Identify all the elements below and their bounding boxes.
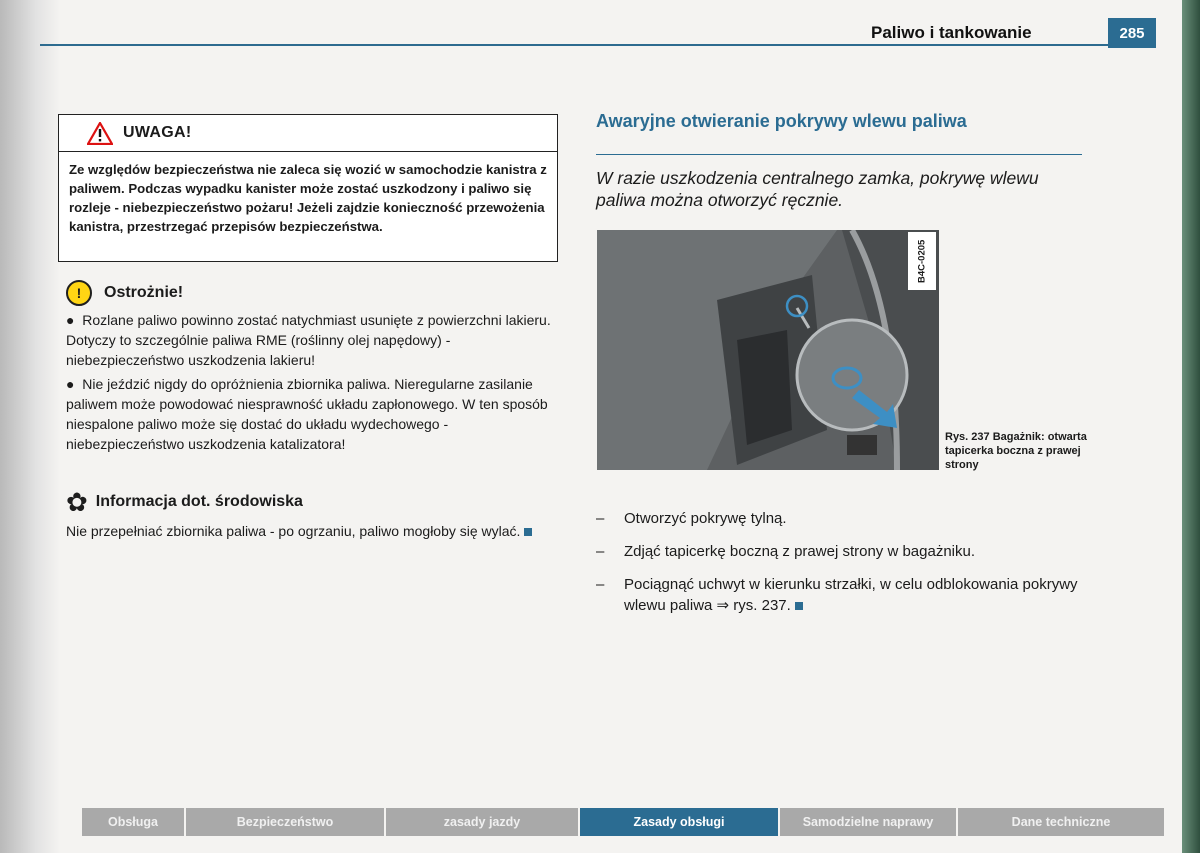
step-item: – Otworzyć pokrywę tylną. — [596, 510, 787, 527]
warning-title: UWAGA! — [123, 124, 192, 141]
environment-title: Informacja dot. środowiska — [95, 493, 303, 510]
end-marker-icon — [795, 602, 803, 610]
page-edge-tab — [1182, 0, 1200, 853]
header-rule — [40, 44, 1140, 46]
section-intro: W razie uszkodzenia centralnego zamka, pokrywę wlewu paliwa można otworzyć ręcznie. — [596, 168, 1039, 210]
environment-header — [66, 487, 303, 517]
figure-code: B4C-0205 — [908, 232, 936, 290]
page-header-title: Paliwo i tankowanie — [871, 23, 1032, 42]
environment-text: Nie przepełniać zbiornika paliwa - po ogrzaniu, paliwo mogłoby się wylać. — [66, 521, 560, 541]
caution-item: ● Rozlane paliwo powinno zostać natychmiast usunięte z powierzchni lakieru. Dotyczy to szczególnie paliwa RME (roślinny olej napędowy) - niebezpieczeństwo uszkodzenia lakieru! — [66, 312, 551, 368]
tab-zasady-jazdy[interactable]: zasady jazdy — [386, 808, 580, 836]
trunk-figure — [597, 230, 939, 470]
tab-dane-techniczne[interactable]: Dane techniczne — [958, 808, 1166, 836]
warning-triangle-icon — [87, 122, 113, 145]
caution-icon: ! — [66, 280, 92, 306]
section-title: Awaryjne otwieranie pokrywy wlewu paliwa — [596, 111, 967, 131]
caution-title: Ostrożnie! — [104, 284, 184, 301]
page-binding-shadow — [0, 0, 60, 853]
tab-samodzielne-naprawy[interactable]: Samodzielne naprawy — [780, 808, 958, 836]
environment-flower-icon: ✿ — [66, 487, 88, 517]
step-item: – Pociągnąć uchwyt w kierunku strzałki, w celu odblokowania pokrywy wlewu paliwa ⇒ rys. 237. — [596, 576, 1078, 614]
figure-caption: Rys. 237 Bagażnik: otwarta tapicerka boczna z prawej strony — [945, 431, 1087, 471]
page-number: 285 — [1108, 18, 1156, 48]
footer-nav — [82, 808, 1166, 836]
section-rule — [596, 154, 1082, 155]
end-marker-icon — [524, 528, 532, 536]
caution-item: ● Nie jeździć nigdy do opróżnienia zbiornika paliwa. Nieregularne zasilanie paliwem może powodować niesprawność układu zapłonowego. W ten sposób niespalone paliwo może się dostać do układu wydechowego - niebezpieczeństwo uszkodzenia katalizatora! — [66, 376, 548, 452]
step-item: – Zdjąć tapicerkę boczną z prawej strony w bagażniku. — [596, 543, 976, 560]
caution-header — [66, 280, 183, 306]
tab-bezpieczenstwo[interactable]: Bezpieczeństwo — [186, 808, 386, 836]
tab-obsluga[interactable]: Obsługa — [82, 808, 186, 836]
warning-header — [59, 115, 557, 152]
tab-zasady-obslugi[interactable]: Zasady obsługi — [580, 808, 780, 836]
warning-box — [58, 114, 558, 262]
trunk-illustration — [597, 230, 939, 470]
caution-body — [66, 310, 560, 458]
steps-list — [596, 508, 1082, 628]
warning-text: Ze względów bezpieczeństwa nie zaleca się wozić w samochodzie kanistra z paliwem. Podczas wypadku kanister może zostać uszkodzony i paliwo się rozleje - niebezpieczeństwo pożaru! Jeżeli zajdzie konieczność przewożenia kanistra, przestrzegać przepisów bezpieczeństwa. — [69, 162, 547, 234]
